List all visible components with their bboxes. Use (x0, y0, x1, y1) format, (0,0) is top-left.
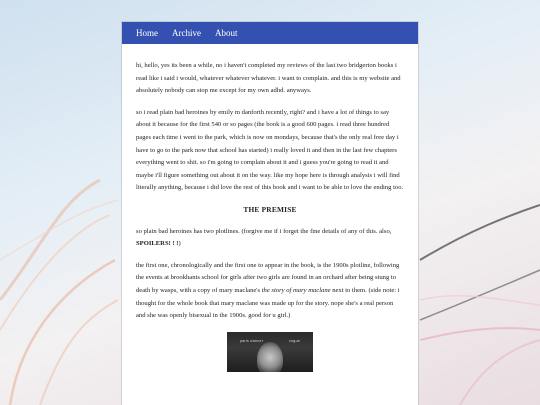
blog-panel (122, 22, 418, 405)
portrait-figure (257, 342, 283, 372)
first-plotline-text: the first one, chronologically and the first one to appear in the book, is the 1900s plotline, following the events at brookhants school for girls after two girls are found in an orchard after being stung to death by wasps, with a copy of mary maclane's (136, 261, 400, 294)
image-caption-right: vogue (288, 338, 301, 343)
nav-about-link[interactable]: About (215, 28, 238, 38)
plotlines-text: so plain bad heroines has two plotlines. (forgive me if i forget the fine details of any of this. also, (136, 227, 392, 235)
nav-home-link[interactable]: Home (136, 28, 158, 38)
nav-archive-link[interactable]: Archive (172, 28, 201, 38)
image-caption-left: paris dancer (239, 338, 264, 343)
top-navigation (122, 22, 418, 44)
post-paragraph-first-plotline (136, 260, 404, 323)
post-paragraph-book-intro: so i read plain bad heroines by emily m danforth recently, right? and i have a lot of things to say about it because for the first 540 or so pages (the book is a good 600 pages. i read three hundred pages each time i went to the park, which is now on mondays, because that's the only real free day i have to go to the park now that school has started) i really loved it and then in the last few chapters everything went to shit. so i'm going to complain about it and i guess you're going to read it and maybe i'll figure something out about it on the way. like my hope here is through analysis i will find literally anything, because i did love the rest of this book and i want to be able to love the ending too. (136, 108, 404, 192)
post-paragraph-intro: hi, hello, yes its been a while, no i haven't completed my reviews of the last two bridgerton books i read like i said i would, whatever whatever whatever. i want to complain. and this is my website and absolutely nobody can stop me except for my own adhd. anyways. (136, 62, 401, 95)
spoilers-warning: SPOILERS! ! ! (136, 240, 179, 248)
post-paragraph-plotlines (136, 226, 404, 251)
first-plotline-end: next to them. (side note: i thought for the whole book that mary maclane was made up for the story. nope she's a real person and she was openly bisexual in the 1900s. good for u girl.) (136, 286, 400, 320)
post-content (122, 44, 418, 372)
plotlines-end: ) (178, 240, 181, 248)
book-title-italic: the story of mary maclane (261, 286, 331, 294)
section-heading-premise: THE PREMISE (243, 204, 297, 214)
post-image (227, 332, 313, 372)
